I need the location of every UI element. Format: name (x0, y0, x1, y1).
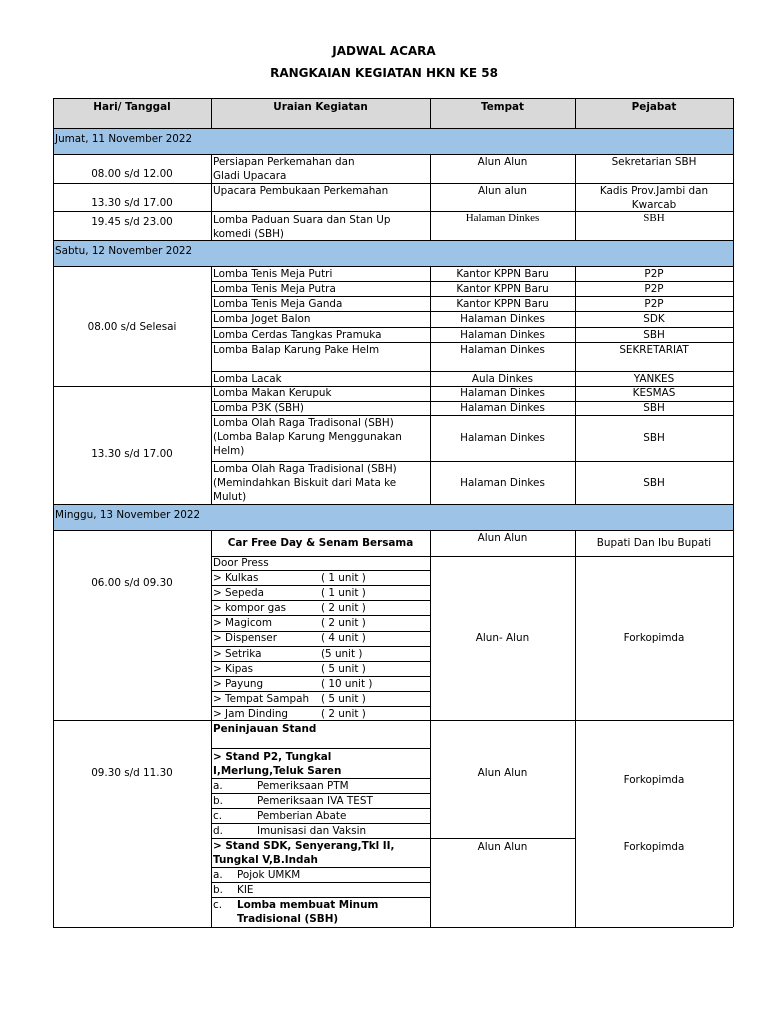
header-date: Hari/ Tanggal (53, 98, 211, 128)
grid-line (211, 556, 733, 557)
place-cell: Alun alun (478, 185, 527, 197)
day-row-sunday: Minggu, 13 November 2022 (53, 504, 733, 530)
prize-quantity: ( 1 unit ) (321, 587, 366, 600)
prize-name: > Jam Dinding (213, 707, 289, 720)
item-letter: c. (213, 810, 223, 822)
grid-line (211, 585, 430, 586)
item-letter: a. (213, 780, 223, 792)
prize-name: > Payung (213, 677, 264, 690)
grid-line (211, 342, 733, 343)
item-letter: c. (213, 899, 223, 911)
grid-line (211, 867, 430, 868)
grid-line (430, 530, 431, 927)
time-slot: 13.30 s/d 17.00 (91, 197, 173, 209)
grid-line (211, 296, 733, 297)
prize-quantity: ( 2 unit ) (321, 617, 366, 630)
prize-name: > Tempat Sampah (213, 692, 310, 705)
grid-line (575, 154, 576, 240)
activity-cell: Lomba Olah Raga Tradisional (SBH) (Memindahkan Biskuit dari Mata ke Mulut) (213, 463, 397, 503)
place-cell: Halaman Dinkes (460, 344, 545, 356)
prize-name: > kompor gas (213, 602, 287, 615)
prize-item (211, 677, 430, 691)
item-text: Pemberian Abate (257, 810, 347, 822)
grid-line (211, 154, 212, 240)
place-cell: Kantor KPPN Baru (456, 283, 549, 295)
time-slot: 19.45 s/d 23.00 (91, 216, 173, 228)
item-letter: b. (213, 884, 223, 896)
grid-line (211, 778, 430, 779)
grid-line (575, 530, 576, 927)
grid-line (211, 327, 733, 328)
stand-item (211, 794, 411, 808)
activity-cell: Lomba Joget Balon (213, 313, 311, 325)
grid-line (211, 415, 733, 416)
activity-cell: Lomba Tenis Meja Ganda (213, 298, 343, 310)
grid-line (575, 98, 576, 128)
place-cell: Alun Alun (477, 767, 528, 779)
official-cell: P2P (644, 268, 664, 280)
official-cell: Forkopimda (623, 632, 685, 644)
place-cell: Kantor KPPN Baru (456, 268, 549, 280)
prize-quantity: ( 10 unit ) (321, 677, 373, 690)
grid-line (53, 154, 733, 155)
grid-line (211, 676, 430, 677)
activity-cell: Lomba Balap Karung Pake Helm (213, 344, 380, 356)
grid-line (53, 504, 733, 505)
official-cell: Forkopimda (623, 841, 685, 853)
prize-quantity: ( 5 unit ) (321, 692, 366, 705)
prize-quantity: ( 4 unit ) (321, 632, 366, 645)
grid-line (211, 600, 430, 601)
activity-cell: Lomba Tenis Meja Putra (213, 283, 336, 295)
stand-review-label: Peninjauan Stand (213, 723, 317, 735)
grid-line (575, 266, 576, 504)
grid-line (53, 530, 733, 531)
time-slot: 09.30 s/d 11.30 (91, 767, 173, 779)
grid-line (211, 646, 430, 647)
place-cell: Kantor KPPN Baru (456, 298, 549, 310)
official-cell: KESMAS (632, 387, 676, 399)
stand-item (211, 809, 411, 823)
grid-line (211, 793, 430, 794)
item-letter: a. (213, 869, 223, 881)
grid-line (53, 98, 54, 927)
item-letter: d. (213, 825, 223, 837)
grid-line (53, 211, 733, 212)
place-cell: Halaman Dinkes (460, 313, 545, 325)
prize-name: > Setrika (213, 647, 262, 660)
prize-name: > Kulkas (213, 572, 259, 584)
official-cell: SEKRETARIAT (619, 344, 689, 356)
activity-cell: Persiapan Perkemahan dan Gladi Upacara (213, 156, 355, 182)
stand-item (211, 868, 411, 882)
activity-cell: Lomba P3K (SBH) (213, 402, 304, 414)
item-text: Lomba membuat Minum Tradisional (SBH) (237, 899, 379, 925)
place-cell: Halaman Dinkes (465, 212, 540, 224)
grid-line (53, 927, 733, 928)
prize-item (211, 662, 430, 676)
grid-line (430, 154, 431, 240)
stand-item (211, 883, 411, 897)
grid-line (211, 570, 430, 571)
document-subtitle: RANGKAIAN KEGIATAN HKN KE 58 (270, 66, 498, 80)
item-text: Pemeriksaan IVA TEST (257, 795, 373, 807)
prize-item (211, 631, 430, 645)
place-cell: Aula Dinkes (471, 373, 534, 385)
prize-quantity: (5 unit ) (321, 647, 363, 660)
grid-line (211, 98, 212, 128)
stand-item (211, 824, 411, 838)
activity-cell: Upacara Pembukaan Perkemahan (213, 185, 389, 197)
official-cell: SBH (643, 402, 665, 414)
prize-name: > Sepeda (213, 587, 264, 600)
time-slot: 08.00 s/d Selesai (87, 321, 177, 333)
activity-cell: Lomba Makan Kerupuk (213, 387, 332, 399)
grid-line (211, 748, 430, 749)
header-place: Tempat (430, 98, 575, 128)
prize-quantity: ( 2 unit ) (321, 602, 366, 615)
grid-line (211, 311, 733, 312)
place-cell: Alun Alun (477, 532, 528, 544)
header-activity: Uraian Kegiatan (211, 98, 430, 128)
day-row-saturday: Sabtu, 12 November 2022 (53, 240, 733, 266)
grid-line (430, 266, 431, 504)
grid-line (211, 281, 733, 282)
place-cell: Halaman Dinkes (460, 432, 545, 444)
grid-line (211, 838, 575, 839)
activity-cell: Lomba Cerdas Tangkas Pramuka (213, 329, 382, 341)
grid-line (211, 461, 733, 462)
stand-item (211, 779, 411, 793)
grid-line (53, 240, 733, 241)
grid-line (211, 631, 430, 632)
official-cell: SBH (643, 212, 665, 224)
official-cell: SBH (643, 477, 665, 489)
prize-name: > Dispenser (213, 632, 277, 645)
grid-line (211, 897, 430, 898)
day-row-friday: Jumat, 11 November 2022 (53, 128, 733, 154)
official-cell: SBH (643, 329, 665, 341)
time-slot: 08.00 s/d 12.00 (91, 168, 173, 180)
item-text: Imunisasi dan Vaksin (257, 825, 367, 837)
place-cell: Halaman Dinkes (460, 387, 545, 399)
grid-line (211, 530, 212, 927)
grid-line (211, 706, 430, 707)
activity-cell: Lomba Lacak (213, 373, 282, 385)
official-cell: Bupati Dan Ibu Bupati (596, 537, 712, 549)
document-title: JADWAL ACARA (332, 44, 436, 58)
item-text: KIE (237, 884, 254, 896)
official-cell: P2P (644, 283, 664, 295)
prize-item (211, 601, 430, 615)
place-cell: Alun Alun (477, 841, 528, 853)
stand-item (211, 898, 411, 925)
grid-line (211, 882, 430, 883)
grid-line (53, 183, 733, 184)
prize-item (211, 586, 430, 600)
stand-group-label: > Stand P2, Tungkal I,Merlung,Teluk Saren (213, 751, 342, 777)
grid-line (211, 691, 430, 692)
official-cell: SDK (643, 313, 665, 325)
official-cell: P2P (644, 298, 664, 310)
time-slot: 06.00 s/d 09.30 (91, 577, 173, 589)
official-cell: SBH (643, 432, 665, 444)
prize-quantity: ( 1 unit ) (321, 572, 366, 584)
prize-item (211, 692, 430, 706)
grid-line (211, 808, 430, 809)
prize-item (211, 707, 430, 721)
official-cell: Sekretarian SBH (611, 156, 697, 168)
grid-line (211, 371, 733, 372)
grid-line (53, 98, 733, 99)
grid-line (53, 386, 733, 387)
prize-item (211, 616, 430, 630)
grid-line (211, 823, 430, 824)
activity-cell: Lomba Tenis Meja Putri (213, 268, 333, 280)
place-cell: Halaman Dinkes (460, 402, 545, 414)
door-press-label: Door Press (213, 557, 269, 569)
grid-line (211, 401, 733, 402)
place-cell: Alun Alun (477, 156, 528, 168)
item-text: Pojok UMKM (237, 869, 301, 881)
grid-line (211, 661, 430, 662)
prize-name: > Kipas (213, 662, 254, 675)
activity-cell: Lomba Paduan Suara dan Stan Up komedi (SBH) (213, 214, 391, 240)
item-letter: b. (213, 795, 223, 807)
grid-line (211, 615, 430, 616)
official-cell: Kadis Prov.Jambi dan Kwarcab (599, 185, 709, 211)
prize-item (211, 571, 430, 585)
grid-line (430, 98, 431, 128)
grid-line (53, 266, 733, 267)
place-cell: Halaman Dinkes (460, 329, 545, 341)
prize-item (211, 647, 430, 661)
stand-group-label: > Stand SDK, Senyerang,Tkl II, Tungkal V,B.Indah (213, 840, 395, 866)
grid-line (733, 98, 734, 927)
grid-line (53, 720, 733, 721)
official-cell: YANKES (633, 373, 675, 385)
grid-line (53, 128, 733, 129)
item-text: Pemeriksaan PTM (257, 780, 349, 792)
grid-line (211, 266, 212, 504)
car-free-day-label: Car Free Day & Senam Bersama (227, 537, 414, 549)
official-cell: Forkopimda (623, 774, 685, 786)
prize-quantity: ( 2 unit ) (321, 707, 366, 720)
activity-cell: Lomba Olah Raga Tradisonal (SBH) (Lomba Balap Karung Menggunakan Helm) (213, 417, 402, 457)
time-slot: 13.30 s/d 17.00 (91, 448, 173, 460)
prize-name: > Magicom (213, 617, 273, 630)
prize-quantity: ( 5 unit ) (321, 662, 366, 675)
header-official: Pejabat (575, 98, 733, 128)
place-cell: Alun- Alun (475, 632, 530, 644)
place-cell: Halaman Dinkes (460, 477, 545, 489)
